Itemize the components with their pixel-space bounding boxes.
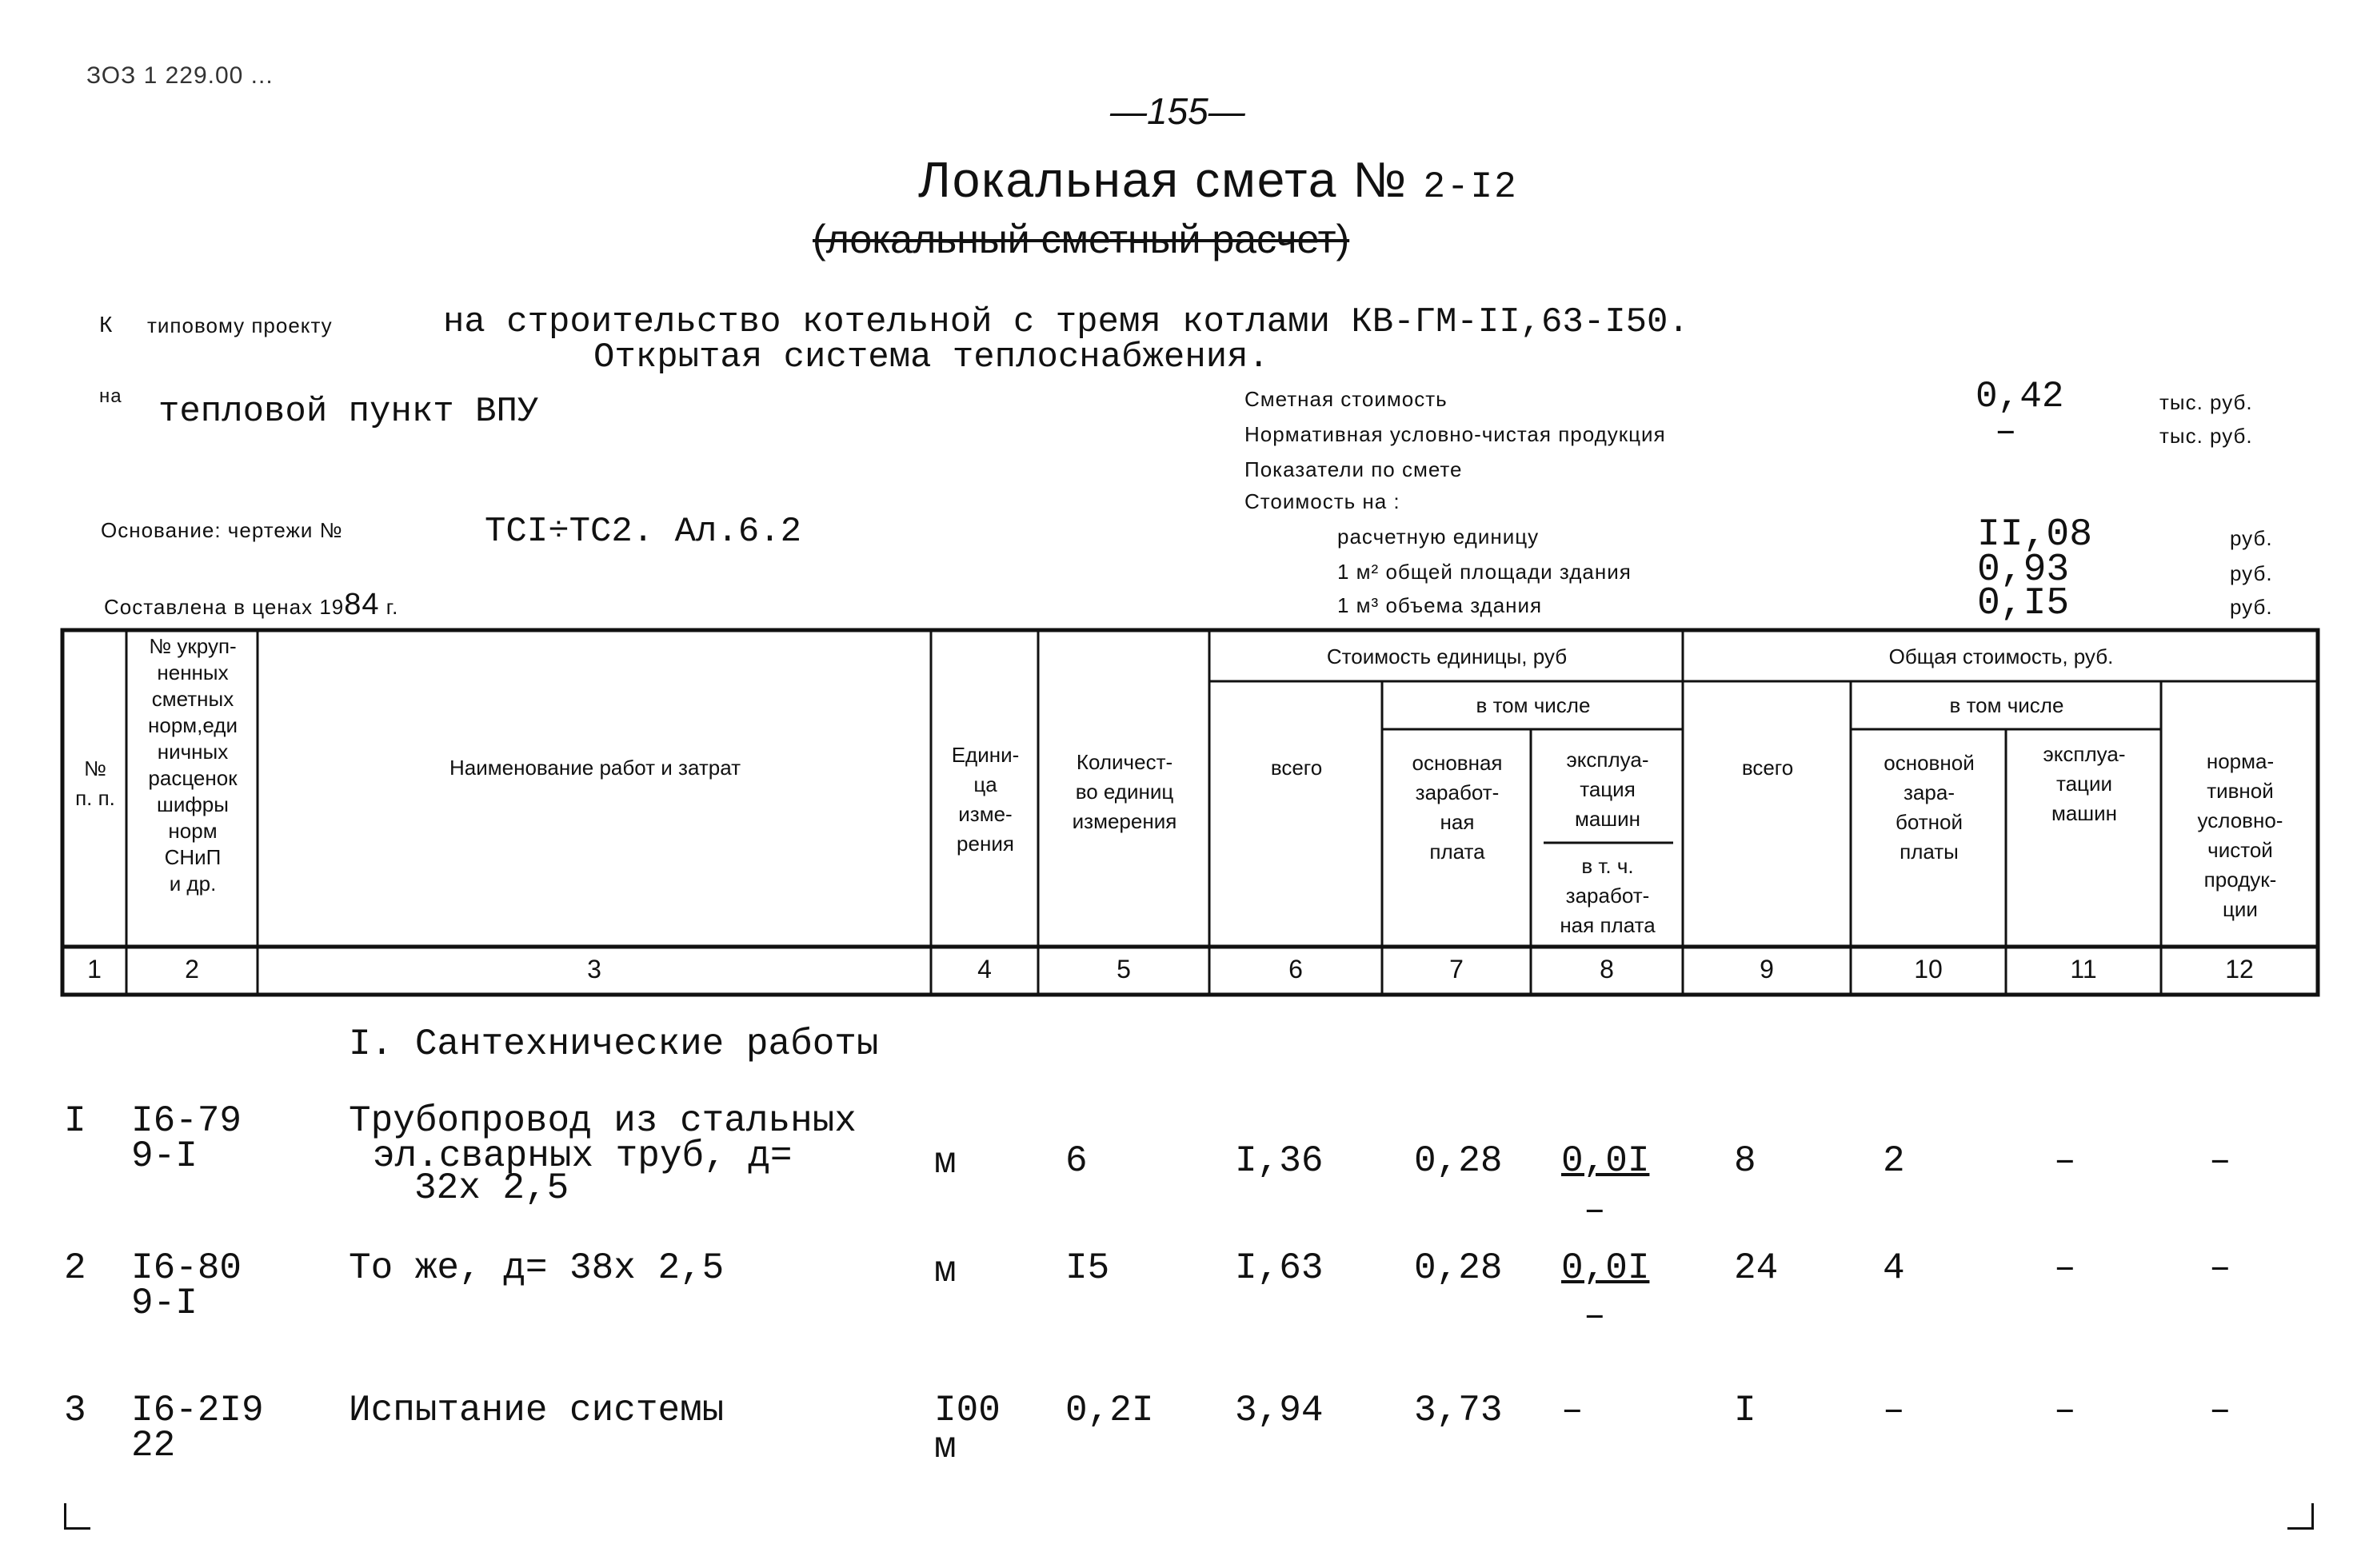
corner-mark-left [64, 1503, 90, 1530]
summary-unit: тыс. руб. [2159, 390, 2253, 414]
project-line-2: Открытая система теплоснабжения. [593, 337, 1269, 377]
row-name-2: эл.сварных труб, д= [373, 1135, 793, 1177]
row-unit: м [934, 1251, 957, 1292]
row-machines-wage: – [1584, 1295, 1606, 1337]
header-code: № укруп- ненных сметных норм,еди ничных расценок шифры норм СНиП и др. [148, 634, 238, 896]
header-name: Наименование работ и затрат [449, 755, 741, 780]
row-cost: I,36 [1235, 1140, 1324, 1182]
summary-label: Сметная стоимость [1244, 387, 1448, 411]
subtitle-struck: (локальный сметный расчет) [813, 217, 1350, 261]
header-norm: норма- тивной условно- чистой продук- ции [2197, 749, 2283, 921]
row-total: 8 [1734, 1140, 1756, 1182]
prices-label: Составлена в ценах 1984 г. [104, 588, 399, 621]
to-label: К [99, 312, 114, 337]
row-machines-wage: – [1584, 1190, 1606, 1231]
row-total: 24 [1734, 1247, 1779, 1289]
row-code: I6-79 [131, 1100, 242, 1142]
column-number: 3 [587, 955, 601, 983]
object-name: тепловой пункт ВПУ [158, 392, 539, 432]
row-name: Трубопровод из стальных [349, 1100, 857, 1142]
header-unit-cost-group: Стоимость единицы, руб [1326, 644, 1568, 668]
row-norm: – [2209, 1140, 2231, 1182]
row-wage: 0,28 [1414, 1140, 1503, 1182]
row-cost: I,63 [1235, 1247, 1324, 1289]
summary-value: 0,93 [1977, 549, 2070, 592]
header-incl-2: в том числе [1949, 692, 2064, 717]
summary-label: 1 м² общей площади здания [1337, 560, 1632, 584]
column-number: 12 [2225, 955, 2254, 983]
row-unit-2: м [934, 1426, 957, 1468]
project-line-1: на строительство котельной с тремя котлами КВ-ГМ-II,63-I50. [443, 302, 1689, 342]
summary-value: – [1995, 411, 2017, 453]
column-number: 4 [977, 955, 992, 983]
column-number: 5 [1117, 955, 1131, 983]
summary-unit: руб. [2230, 561, 2273, 585]
column-number: 7 [1449, 955, 1464, 983]
row-number: 2 [64, 1247, 86, 1289]
header-total-cost-group: Общая стоимость, руб. [1888, 644, 2114, 668]
header-wage: основная заработ- ная плата [1412, 751, 1503, 864]
title-text: Локальная смета № [918, 153, 1408, 208]
corner-mark-right [2287, 1503, 2314, 1530]
column-number: 6 [1288, 955, 1303, 983]
column-number: 8 [1600, 955, 1614, 983]
row-total: I [1734, 1390, 1756, 1431]
row-code: I6-80 [131, 1247, 242, 1289]
row-number: 3 [64, 1390, 86, 1431]
row-machines: 0,0I [1561, 1247, 1650, 1289]
row-machines: 0,0I [1561, 1140, 1650, 1182]
section-title: I. Сантехнические работы [349, 1023, 879, 1065]
row-norm: – [2209, 1390, 2231, 1431]
row-name-3: 32х 2,5 [414, 1167, 569, 1209]
row-wage: 0,28 [1414, 1247, 1503, 1289]
top-code: ЗОЗ 1 229.00 ... [86, 62, 274, 89]
row-qty: I5 [1065, 1247, 1110, 1289]
row-code-sub: 9-I [131, 1283, 198, 1324]
row-qty: 0,2I [1065, 1390, 1154, 1431]
column-number: 2 [185, 955, 199, 983]
header-total: всего [1741, 755, 1794, 780]
header-total-wage: основной зара- ботной платы [1884, 751, 1975, 864]
column-number: 11 [2070, 955, 2097, 983]
summary-label: Стоимость на : [1244, 489, 1400, 513]
header-machines: эксплуа- тация машин [1566, 747, 1649, 831]
column-number: 1 [87, 955, 102, 983]
row-name: Испытание системы [349, 1390, 725, 1431]
page-number: —155— [1110, 90, 1245, 132]
header-no: № п. п. [75, 756, 115, 810]
summary-unit: руб. [2230, 595, 2273, 619]
summary-value: 0,42 [1975, 376, 2064, 417]
row-number: I [64, 1100, 86, 1142]
row-code: I6-2I9 [131, 1390, 264, 1431]
row-total-machines: – [2054, 1247, 2076, 1289]
project-label: типовому проекту [147, 313, 333, 337]
summary-value: II,08 [1977, 513, 2093, 557]
header-total-unit: всего [1270, 755, 1323, 780]
header-qty: Количест- во единиц измерения [1072, 749, 1177, 833]
row-total-machines: – [2054, 1390, 2076, 1431]
summary-label: расчетную единицу [1337, 525, 1540, 549]
summary-unit: руб. [2230, 526, 2273, 550]
header-incl-1: в том числе [1476, 692, 1591, 717]
basis-value: ТСI÷ТС2. Ал.6.2 [485, 512, 802, 552]
summary-label: Показатели по смете [1244, 457, 1463, 481]
summary-label: Нормативная условно-чистая продукция [1244, 422, 1666, 446]
row-total-wage: 4 [1883, 1247, 1905, 1289]
row-total-wage: – [1883, 1390, 1905, 1431]
basis-label: Основание: чертежи № [101, 518, 343, 542]
column-number: 9 [1760, 955, 1774, 983]
header-machines-wage: в т. ч. заработ- ная плата [1560, 853, 1656, 937]
row-code-sub: 22 [131, 1425, 176, 1466]
row-norm: – [2209, 1247, 2231, 1289]
summary-label: 1 м³ объема здания [1337, 593, 1543, 617]
row-cost: 3,94 [1235, 1390, 1324, 1431]
summary-unit: тыс. руб. [2159, 424, 2253, 448]
row-machines: – [1561, 1390, 1584, 1431]
header-unit: Едини- ца изме- рения [951, 743, 1020, 856]
row-wage: 3,73 [1414, 1390, 1503, 1431]
row-total-wage: 2 [1883, 1140, 1905, 1182]
title-number: 2-I2 [1423, 166, 1518, 208]
on-label: на [99, 385, 122, 407]
row-code-sub: 9-I [131, 1135, 198, 1177]
row-unit: м [934, 1142, 957, 1183]
row-name: То же, д= 38х 2,5 [349, 1247, 725, 1289]
row-total-machines: – [2054, 1140, 2076, 1182]
summary-value: 0,I5 [1977, 582, 2070, 625]
page-title [918, 152, 1518, 209]
row-unit: I00 [934, 1390, 1001, 1431]
column-number: 10 [1914, 955, 1943, 983]
row-qty: 6 [1065, 1140, 1088, 1182]
header-total-machines: эксплуа- тации машин [2043, 741, 2126, 825]
